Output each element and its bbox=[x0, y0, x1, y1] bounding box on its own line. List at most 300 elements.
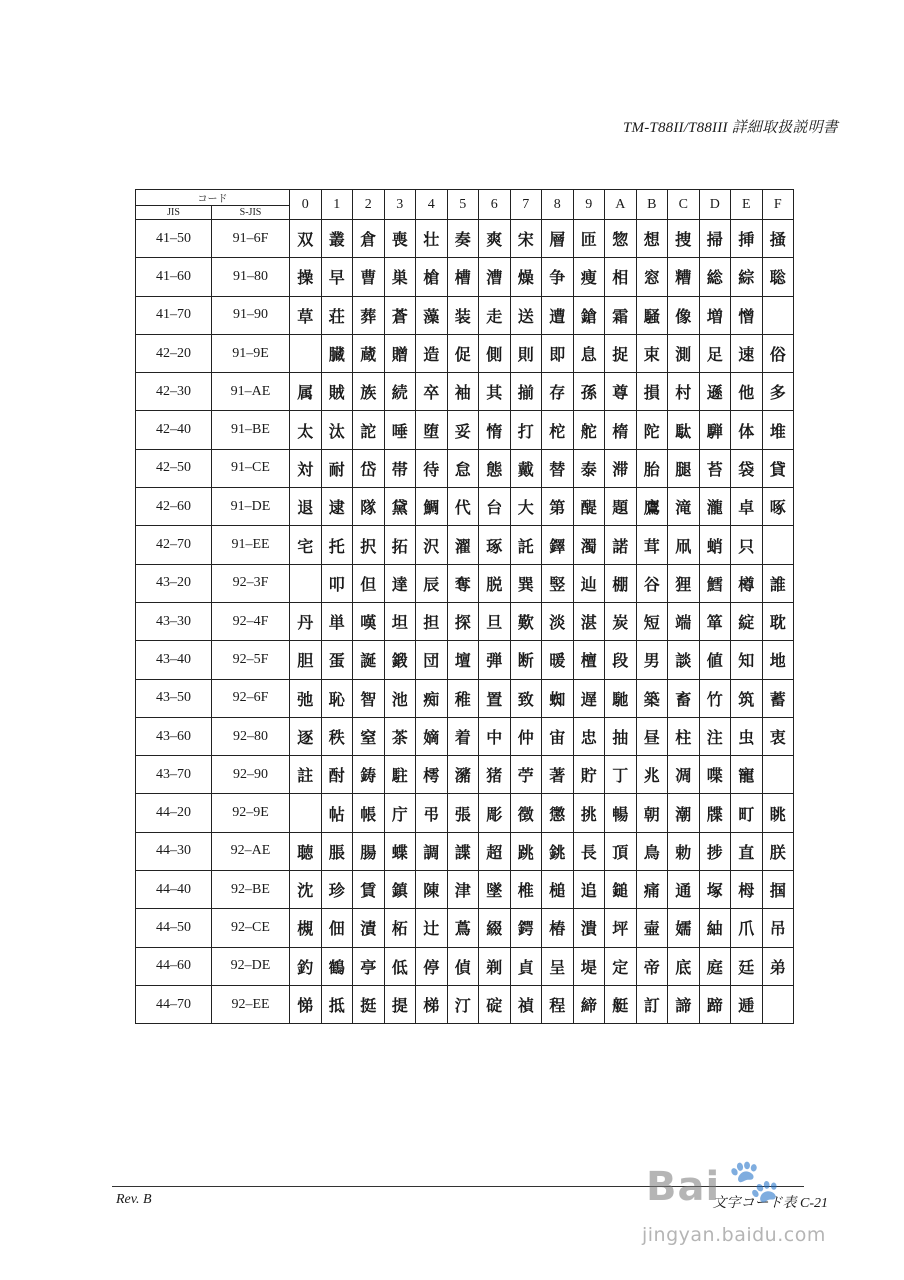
kanji-cell: 頂 bbox=[605, 832, 637, 870]
kanji-cell: 胆 bbox=[290, 641, 322, 679]
kanji-cell: 抽 bbox=[605, 717, 637, 755]
kanji-cell: 糟 bbox=[668, 258, 700, 296]
kanji-cell: 秩 bbox=[321, 717, 353, 755]
page-header: TM-T88II/T88III 詳細取扱説明書 bbox=[622, 120, 838, 136]
hex-column-header: 7 bbox=[510, 190, 542, 220]
kanji-cell: 啄 bbox=[762, 488, 794, 526]
table-row bbox=[136, 641, 794, 679]
kanji-cell: 塚 bbox=[699, 871, 731, 909]
kanji-cell: 総 bbox=[699, 258, 731, 296]
kanji-cell: 潰 bbox=[573, 909, 605, 947]
kanji-cell: 朕 bbox=[762, 832, 794, 870]
kanji-cell: 津 bbox=[447, 871, 479, 909]
kanji-cell: 壇 bbox=[447, 641, 479, 679]
kanji-cell: 貞 bbox=[510, 947, 542, 985]
kanji-cell: 懲 bbox=[542, 794, 574, 832]
kanji-cell: 廷 bbox=[731, 947, 763, 985]
jis-header: JIS bbox=[136, 206, 212, 220]
kanji-cell: 猪 bbox=[479, 756, 511, 794]
kanji-cell: 蛸 bbox=[699, 526, 731, 564]
kanji-cell bbox=[762, 526, 794, 564]
kanji-cell: 暢 bbox=[605, 794, 637, 832]
kanji-cell: 著 bbox=[542, 756, 574, 794]
sjis-code-cell: 91–CE bbox=[212, 449, 290, 487]
kanji-cell: 戴 bbox=[510, 449, 542, 487]
kanji-cell: 註 bbox=[290, 756, 322, 794]
kanji-cell: 属 bbox=[290, 373, 322, 411]
kanji-cell: 操 bbox=[290, 258, 322, 296]
kanji-cell: 早 bbox=[321, 258, 353, 296]
kanji-cell: 調 bbox=[416, 832, 448, 870]
kanji-cell: 紬 bbox=[699, 909, 731, 947]
kanji-cell: 鍔 bbox=[510, 909, 542, 947]
kanji-cell: 多 bbox=[762, 373, 794, 411]
kanji-cell: 惰 bbox=[479, 411, 511, 449]
kanji-cell: 堤 bbox=[573, 947, 605, 985]
kanji-cell: 妥 bbox=[447, 411, 479, 449]
sjis-code-cell: 92–3F bbox=[212, 564, 290, 602]
kanji-cell: 挿 bbox=[731, 220, 763, 258]
kanji-cell: 潮 bbox=[668, 794, 700, 832]
kanji-cell: 徴 bbox=[510, 794, 542, 832]
kanji-cell: 双 bbox=[290, 220, 322, 258]
kanji-cell: 段 bbox=[605, 641, 637, 679]
kanji-cell: 逓 bbox=[731, 985, 763, 1023]
kanji-cell: 町 bbox=[731, 794, 763, 832]
kanji-cell: 捗 bbox=[699, 832, 731, 870]
kanji-cell: 諜 bbox=[447, 832, 479, 870]
kanji-cell: 倉 bbox=[353, 220, 385, 258]
kanji-cell: 勅 bbox=[668, 832, 700, 870]
jis-code-cell: 41–60 bbox=[136, 258, 212, 296]
sjis-code-cell: 92–AE bbox=[212, 832, 290, 870]
table-row bbox=[136, 602, 794, 640]
kanji-cell: 帖 bbox=[321, 794, 353, 832]
kanji-cell: 束 bbox=[636, 334, 668, 372]
kanji-cell: 禎 bbox=[510, 985, 542, 1023]
kanji-cell: 鋳 bbox=[353, 756, 385, 794]
kanji-cell: 卓 bbox=[731, 488, 763, 526]
kanji-cell: 着 bbox=[447, 717, 479, 755]
jis-code-cell: 44–30 bbox=[136, 832, 212, 870]
kanji-cell: 捜 bbox=[668, 220, 700, 258]
kanji-cell: 喋 bbox=[699, 756, 731, 794]
kanji-cell: 兆 bbox=[636, 756, 668, 794]
kanji-cell: 卒 bbox=[416, 373, 448, 411]
hex-column-header: C bbox=[668, 190, 700, 220]
kanji-cell: 但 bbox=[353, 564, 385, 602]
kanji-cell: 嫡 bbox=[416, 717, 448, 755]
kanji-cell: 庁 bbox=[384, 794, 416, 832]
kanji-cell: 竹 bbox=[699, 679, 731, 717]
sjis-code-cell: 92–DE bbox=[212, 947, 290, 985]
kanji-cell: 牒 bbox=[699, 794, 731, 832]
kanji-cell: 窒 bbox=[353, 717, 385, 755]
kanji-cell: 送 bbox=[510, 296, 542, 334]
kanji-cell: 袖 bbox=[447, 373, 479, 411]
kanji-cell: 大 bbox=[510, 488, 542, 526]
jis-code-cell: 43–60 bbox=[136, 717, 212, 755]
table-row bbox=[136, 220, 794, 258]
kanji-cell: 停 bbox=[416, 947, 448, 985]
kanji-cell: 帳 bbox=[353, 794, 385, 832]
sjis-code-cell: 92–9E bbox=[212, 794, 290, 832]
kanji-cell: 底 bbox=[668, 947, 700, 985]
kanji-cell: 蒼 bbox=[384, 296, 416, 334]
kanji-cell: 茸 bbox=[636, 526, 668, 564]
table-row bbox=[136, 832, 794, 870]
kanji-cell: 坪 bbox=[605, 909, 637, 947]
sjis-code-cell: 91–80 bbox=[212, 258, 290, 296]
kanji-cell: 茶 bbox=[384, 717, 416, 755]
kanji-cell: 張 bbox=[447, 794, 479, 832]
kanji-cell: 注 bbox=[699, 717, 731, 755]
kanji-cell: 呈 bbox=[542, 947, 574, 985]
hex-column-header: F bbox=[762, 190, 794, 220]
kanji-cell: 想 bbox=[636, 220, 668, 258]
kanji-cell: 痴 bbox=[416, 679, 448, 717]
kanji-cell: 壮 bbox=[416, 220, 448, 258]
kanji-cell: 爪 bbox=[731, 909, 763, 947]
kanji-cell: 墜 bbox=[479, 871, 511, 909]
kanji-cell: 低 bbox=[384, 947, 416, 985]
hex-column-header: E bbox=[731, 190, 763, 220]
kanji-cell: 掃 bbox=[699, 220, 731, 258]
kanji-cell: 棚 bbox=[605, 564, 637, 602]
kanji-cell: 胎 bbox=[636, 449, 668, 487]
sjis-code-cell: 92–4F bbox=[212, 602, 290, 640]
kanji-cell: 鳥 bbox=[636, 832, 668, 870]
kanji-cell: 定 bbox=[605, 947, 637, 985]
kanji-cell: 損 bbox=[636, 373, 668, 411]
kanji-cell: 即 bbox=[542, 334, 574, 372]
kanji-cell: 痩 bbox=[573, 258, 605, 296]
kanji-cell: 袋 bbox=[731, 449, 763, 487]
sjis-header: S-JIS bbox=[212, 206, 290, 220]
hex-column-header: 4 bbox=[416, 190, 448, 220]
kanji-cell: 托 bbox=[321, 526, 353, 564]
kanji-cell: 亭 bbox=[353, 947, 385, 985]
kanji-cell: 鶴 bbox=[321, 947, 353, 985]
kanji-cell: 朝 bbox=[636, 794, 668, 832]
kanji-cell: 脹 bbox=[321, 832, 353, 870]
kanji-cell: 他 bbox=[731, 373, 763, 411]
kanji-cell: 醍 bbox=[573, 488, 605, 526]
kanji-cell: 替 bbox=[542, 449, 574, 487]
kanji-cell: 柁 bbox=[542, 411, 574, 449]
kanji-cell: 辰 bbox=[416, 564, 448, 602]
kanji-cell: 息 bbox=[573, 334, 605, 372]
kanji-cell: 柱 bbox=[668, 717, 700, 755]
kanji-cell: 程 bbox=[542, 985, 574, 1023]
kanji-cell: 畜 bbox=[668, 679, 700, 717]
sjis-code-cell: 92–BE bbox=[212, 871, 290, 909]
kanji-cell: 誕 bbox=[353, 641, 385, 679]
kanji-cell bbox=[290, 794, 322, 832]
kanji-cell: 体 bbox=[731, 411, 763, 449]
hex-column-header: 0 bbox=[290, 190, 322, 220]
kanji-cell: 池 bbox=[384, 679, 416, 717]
footer-page-label: 文字コード表 C-21 bbox=[712, 1196, 828, 1211]
table-row bbox=[136, 985, 794, 1023]
kanji-cell: 詑 bbox=[353, 411, 385, 449]
table-row bbox=[136, 564, 794, 602]
kanji-cell: 梯 bbox=[416, 985, 448, 1023]
kanji-cell: 争 bbox=[542, 258, 574, 296]
kanji-cell: 艇 bbox=[605, 985, 637, 1023]
kanji-cell: 竪 bbox=[542, 564, 574, 602]
kanji-cell: 怠 bbox=[447, 449, 479, 487]
kanji-cell: 奏 bbox=[447, 220, 479, 258]
kanji-cell: 耐 bbox=[321, 449, 353, 487]
kanji-cell: 宅 bbox=[290, 526, 322, 564]
table-row bbox=[136, 411, 794, 449]
kanji-cell: 尊 bbox=[605, 373, 637, 411]
kanji-cell: 歎 bbox=[510, 602, 542, 640]
kanji-cell: 宋 bbox=[510, 220, 542, 258]
kanji-cell: 太 bbox=[290, 411, 322, 449]
kanji-cell: 爽 bbox=[479, 220, 511, 258]
paw-icon: 🐾 bbox=[728, 1156, 781, 1205]
kanji-cell: 鎮 bbox=[384, 871, 416, 909]
kanji-cell: 綴 bbox=[479, 909, 511, 947]
kanji-cell: 第 bbox=[542, 488, 574, 526]
kanji-cell: 巽 bbox=[510, 564, 542, 602]
kanji-cell: 贈 bbox=[384, 334, 416, 372]
kanji-cell: 掻 bbox=[762, 220, 794, 258]
kanji-cell: 蓄 bbox=[762, 679, 794, 717]
kanji-cell: 逮 bbox=[321, 488, 353, 526]
kanji-cell: 黛 bbox=[384, 488, 416, 526]
kanji-cell: 聴 bbox=[290, 832, 322, 870]
kanji-cell: 通 bbox=[668, 871, 700, 909]
watermark-url: jingyan.baidu.com bbox=[642, 1224, 826, 1246]
kanji-cell: 堆 bbox=[762, 411, 794, 449]
table-row bbox=[136, 909, 794, 947]
kanji-cell: 逐 bbox=[290, 717, 322, 755]
kanji-cell: 跳 bbox=[510, 832, 542, 870]
jis-code-cell: 42–40 bbox=[136, 411, 212, 449]
kanji-cell: 知 bbox=[731, 641, 763, 679]
jis-code-cell: 43–50 bbox=[136, 679, 212, 717]
kanji-cell: 訂 bbox=[636, 985, 668, 1023]
table-row bbox=[136, 717, 794, 755]
kanji-cell: 偵 bbox=[447, 947, 479, 985]
kanji-cell: 続 bbox=[384, 373, 416, 411]
kanji-cell: 貸 bbox=[762, 449, 794, 487]
jis-code-cell: 44–40 bbox=[136, 871, 212, 909]
jis-code-cell: 43–20 bbox=[136, 564, 212, 602]
hex-column-header: B bbox=[636, 190, 668, 220]
kanji-cell: 陳 bbox=[416, 871, 448, 909]
kanji-cell: 燥 bbox=[510, 258, 542, 296]
kanji-cell: 漕 bbox=[479, 258, 511, 296]
kanji-cell: 致 bbox=[510, 679, 542, 717]
kanji-cell: 滝 bbox=[668, 488, 700, 526]
hex-column-header: A bbox=[605, 190, 637, 220]
kanji-cell: 珍 bbox=[321, 871, 353, 909]
hex-column-header: 9 bbox=[573, 190, 605, 220]
kanji-cell: 憎 bbox=[731, 296, 763, 334]
kanji-cell: 銚 bbox=[542, 832, 574, 870]
kanji-cell: 琢 bbox=[479, 526, 511, 564]
jis-code-cell: 43–30 bbox=[136, 602, 212, 640]
kanji-cell: 椎 bbox=[510, 871, 542, 909]
kanji-cell: 剃 bbox=[479, 947, 511, 985]
kanji-cell: 虫 bbox=[731, 717, 763, 755]
kanji-cell: 鯛 bbox=[416, 488, 448, 526]
kanji-cell: 匝 bbox=[573, 220, 605, 258]
watermark-logo: Bai bbox=[646, 1164, 721, 1210]
kanji-cell: 馳 bbox=[605, 679, 637, 717]
kanji-cell: 相 bbox=[605, 258, 637, 296]
kanji-cell: 槻 bbox=[290, 909, 322, 947]
kanji-cell: 打 bbox=[510, 411, 542, 449]
table-row bbox=[136, 756, 794, 794]
table-row bbox=[136, 373, 794, 411]
kanji-cell: 弔 bbox=[416, 794, 448, 832]
kanji-cell: 叢 bbox=[321, 220, 353, 258]
kanji-cell: 挺 bbox=[353, 985, 385, 1023]
jis-code-cell: 43–40 bbox=[136, 641, 212, 679]
kanji-cell: 惣 bbox=[605, 220, 637, 258]
kanji-cell: 帯 bbox=[384, 449, 416, 487]
kanji-cell: 単 bbox=[321, 602, 353, 640]
kanji-cell: 談 bbox=[668, 641, 700, 679]
kanji-cell: 槽 bbox=[447, 258, 479, 296]
kanji-cell: 遭 bbox=[542, 296, 574, 334]
kanji-cell: 恥 bbox=[321, 679, 353, 717]
kanji-cell: 吊 bbox=[762, 909, 794, 947]
kanji-cell: 宙 bbox=[542, 717, 574, 755]
kanji-cell: 辿 bbox=[573, 564, 605, 602]
kanji-cell: 旦 bbox=[479, 602, 511, 640]
kanji-cell: 挑 bbox=[573, 794, 605, 832]
kanji-cell: 槍 bbox=[416, 258, 448, 296]
kanji-cell: 草 bbox=[290, 296, 322, 334]
kanji-cell: 走 bbox=[479, 296, 511, 334]
kanji-cell: 嬬 bbox=[668, 909, 700, 947]
kanji-cell: 酎 bbox=[321, 756, 353, 794]
kanji-cell: 村 bbox=[668, 373, 700, 411]
table-row bbox=[136, 488, 794, 526]
kanji-cell: 嘆 bbox=[353, 602, 385, 640]
kanji-cell: 地 bbox=[762, 641, 794, 679]
jis-code-cell: 42–30 bbox=[136, 373, 212, 411]
kanji-cell: 鍛 bbox=[384, 641, 416, 679]
kanji-cell: 題 bbox=[605, 488, 637, 526]
kanji-cell: 痛 bbox=[636, 871, 668, 909]
kanji-cell: 鎚 bbox=[605, 871, 637, 909]
kanji-cell: 捉 bbox=[605, 334, 637, 372]
sjis-code-cell: 92–80 bbox=[212, 717, 290, 755]
kanji-cell: 苔 bbox=[699, 449, 731, 487]
kanji-cell: 綻 bbox=[731, 602, 763, 640]
kanji-cell: 瀦 bbox=[447, 756, 479, 794]
jis-code-cell: 42–60 bbox=[136, 488, 212, 526]
kanji-cell: 蹄 bbox=[699, 985, 731, 1023]
kanji-cell: 鷹 bbox=[636, 488, 668, 526]
kanji-cell: 超 bbox=[479, 832, 511, 870]
kanji-cell: 足 bbox=[699, 334, 731, 372]
kanji-cell: 滞 bbox=[605, 449, 637, 487]
kanji-cell bbox=[290, 334, 322, 372]
kanji-cell: 柘 bbox=[384, 909, 416, 947]
kanji-cell: 淡 bbox=[542, 602, 574, 640]
kanji-cell: 辻 bbox=[416, 909, 448, 947]
kanji-cell: 佃 bbox=[321, 909, 353, 947]
kanji-cell: 駐 bbox=[384, 756, 416, 794]
kanji-cell: 聡 bbox=[762, 258, 794, 296]
jis-code-cell: 44–60 bbox=[136, 947, 212, 985]
kanji-cell: 庭 bbox=[699, 947, 731, 985]
jis-code-cell: 42–20 bbox=[136, 334, 212, 372]
kanji-cell: 賊 bbox=[321, 373, 353, 411]
kanji-cell: 退 bbox=[290, 488, 322, 526]
table-row bbox=[136, 334, 794, 372]
kanji-cell: 壷 bbox=[636, 909, 668, 947]
kanji-cell: 抵 bbox=[321, 985, 353, 1023]
kanji-cell: 側 bbox=[479, 334, 511, 372]
kanji-cell: 葬 bbox=[353, 296, 385, 334]
kanji-cell: 値 bbox=[699, 641, 731, 679]
sjis-code-cell: 92–CE bbox=[212, 909, 290, 947]
kanji-cell: 眺 bbox=[762, 794, 794, 832]
kanji-cell: 濯 bbox=[447, 526, 479, 564]
kanji-cell: 瀧 bbox=[699, 488, 731, 526]
kanji-cell: 装 bbox=[447, 296, 479, 334]
kanji-cell: 昼 bbox=[636, 717, 668, 755]
kanji-cell: 湛 bbox=[573, 602, 605, 640]
kanji-cell: 弛 bbox=[290, 679, 322, 717]
footer-revision: Rev. B bbox=[116, 1192, 152, 1207]
sjis-code-cell: 91–6F bbox=[212, 220, 290, 258]
kanji-cell: 智 bbox=[353, 679, 385, 717]
kanji-cell: 狸 bbox=[668, 564, 700, 602]
kanji-cell: 寵 bbox=[731, 756, 763, 794]
kanji-cell: 濁 bbox=[573, 526, 605, 564]
kanji-cell: 谷 bbox=[636, 564, 668, 602]
sjis-code-cell: 92–6F bbox=[212, 679, 290, 717]
kanji-cell bbox=[762, 296, 794, 334]
kanji-cell: 泰 bbox=[573, 449, 605, 487]
sjis-code-cell: 92–EE bbox=[212, 985, 290, 1023]
kanji-cell: 楕 bbox=[605, 411, 637, 449]
kanji-cell: 短 bbox=[636, 602, 668, 640]
kanji-cell: 汰 bbox=[321, 411, 353, 449]
kanji-cell: 築 bbox=[636, 679, 668, 717]
table-row bbox=[136, 794, 794, 832]
kanji-cell: 長 bbox=[573, 832, 605, 870]
kanji-cell: 丹 bbox=[290, 602, 322, 640]
kanji-cell: 置 bbox=[479, 679, 511, 717]
jis-code-cell: 42–50 bbox=[136, 449, 212, 487]
kanji-cell: 像 bbox=[668, 296, 700, 334]
sjis-code-cell: 91–90 bbox=[212, 296, 290, 334]
sjis-code-cell: 91–9E bbox=[212, 334, 290, 372]
sjis-code-cell: 91–EE bbox=[212, 526, 290, 564]
jis-code-cell: 42–70 bbox=[136, 526, 212, 564]
kanji-cell: 窓 bbox=[636, 258, 668, 296]
kanji-cell: 巣 bbox=[384, 258, 416, 296]
kanji-cell: 舵 bbox=[573, 411, 605, 449]
hex-column-header: 8 bbox=[542, 190, 574, 220]
sjis-code-cell: 91–BE bbox=[212, 411, 290, 449]
kanji-cell: 探 bbox=[447, 602, 479, 640]
kanji-cell: 遜 bbox=[699, 373, 731, 411]
kanji-cell: 悌 bbox=[290, 985, 322, 1023]
kanji-cell: 藻 bbox=[416, 296, 448, 334]
